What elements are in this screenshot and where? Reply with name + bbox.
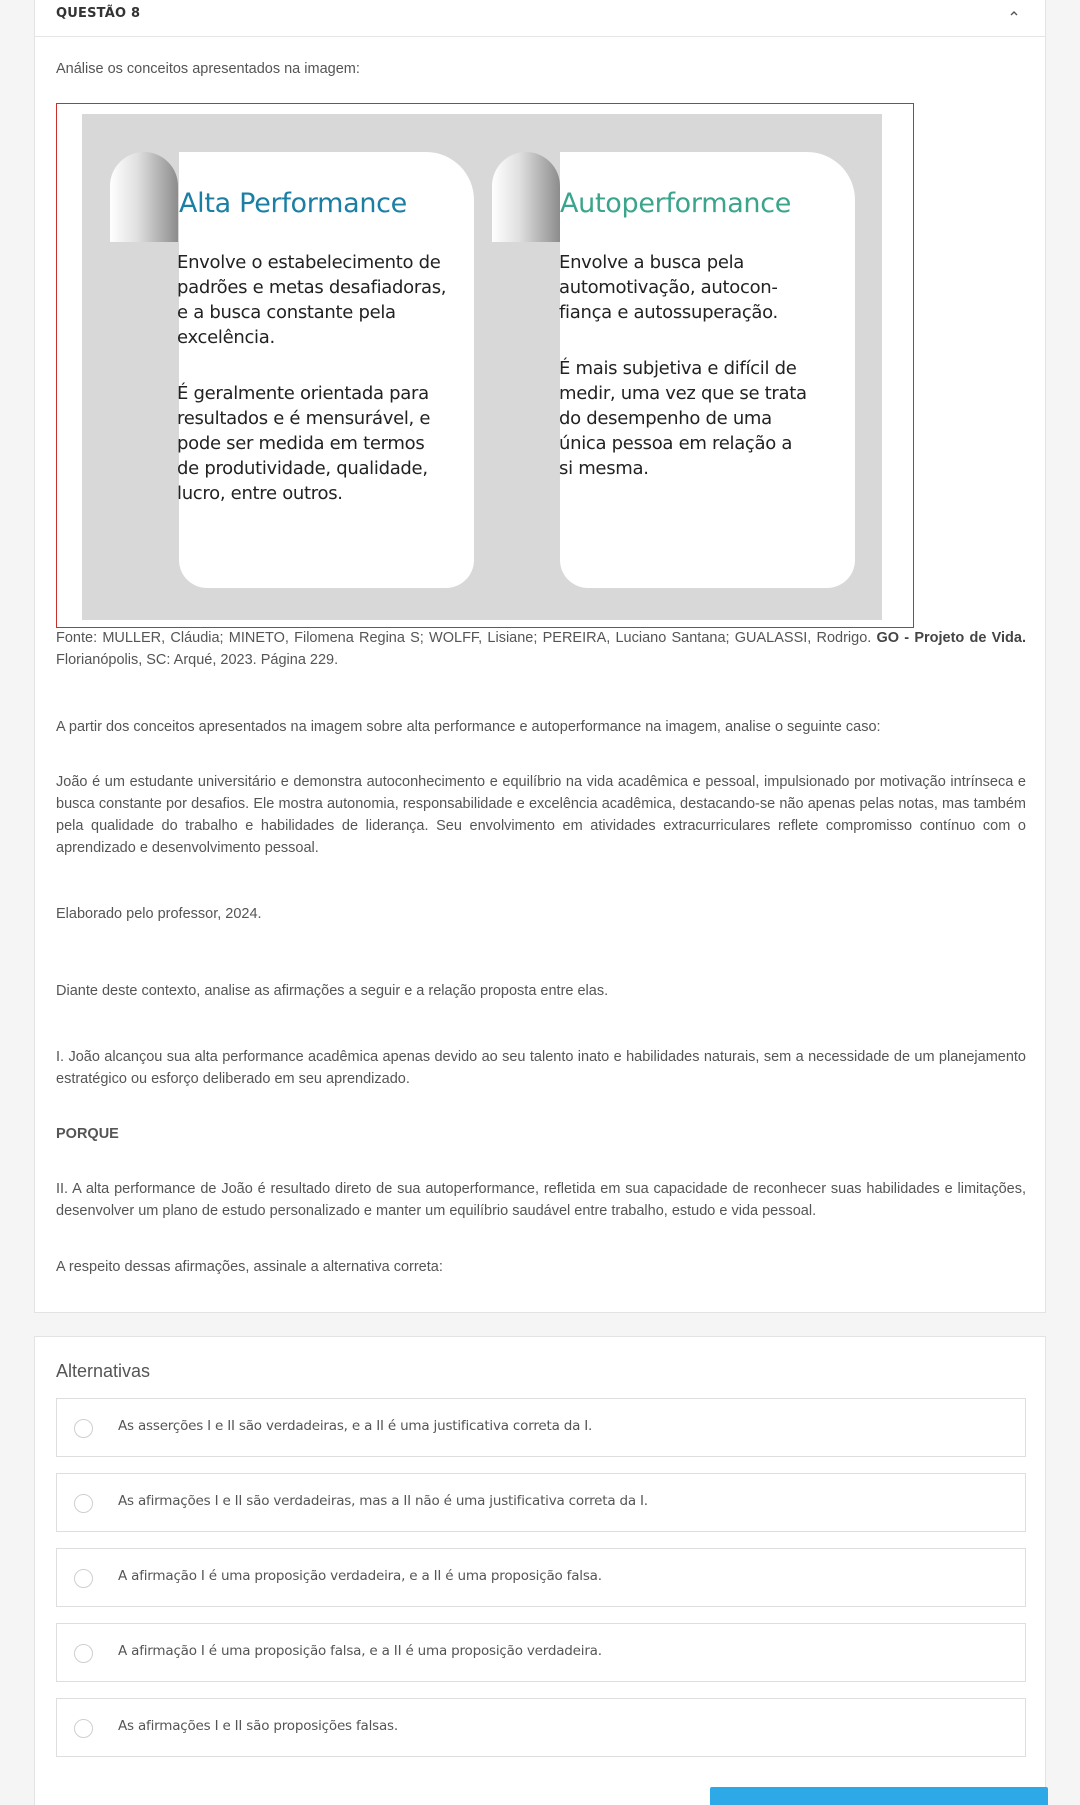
concepts-figure (56, 103, 914, 628)
alternative-label: A afirmação I é uma proposição falsa, e a II é uma proposição verdadeira. (118, 1643, 602, 1659)
case-intro: A partir dos conceitos apresentados na imagem sobre alta performance e autoperformance na imagem, analise o seguinte caso: (56, 719, 881, 735)
autoperformance-text-2: É mais subjetiva e difícil de medir, uma vez que se trata do desempenho de uma única pessoa em relação a si mesma. (559, 358, 807, 479)
figure-background (82, 114, 882, 620)
right-tab-decoration (492, 152, 560, 242)
alternative-label: As afirmações I e II são proposições falsas. (118, 1718, 398, 1734)
autoperformance-title: Autoperformance (560, 188, 792, 219)
source-bold: GO - Projeto de Vida. (876, 630, 1027, 646)
question-header[interactable] (35, 0, 1045, 37)
alternative-option-4[interactable] (56, 1623, 1026, 1682)
alta-performance-text-2: É geralmente orientada para resultados e é mensurável, e pode ser medida em termos de produtividade, qualidade, lucro, entre outros. (177, 383, 431, 504)
alternatives-card (34, 1336, 1046, 1805)
question-intro: Análise os conceitos apresentados na imagem: (56, 61, 360, 77)
question-title: QUESTÃO 8 (56, 6, 141, 21)
radio-button[interactable] (74, 1419, 93, 1438)
chevron-up-icon[interactable] (1007, 6, 1021, 20)
case-text: João é um estudante universitário e demonstra autoconhecimento e equilíbrio na vida acadêmica e pessoal, impulsionado por motivação intrínseca e busca constante por desafios. Ele mostra autonomia, responsabilidade e excelência acadêmica, destacando-se não apenas pelas notas, mas também pela qualidade do trabalho e habilidades de liderança. Seu envolvimento em atividades extracurriculares reflete compromisso contínuo com o aprendizado e desenvolvimento pessoal. (56, 774, 1026, 856)
alternative-label: A afirmação I é uma proposição verdadeira, e a II é uma proposição falsa. (118, 1568, 602, 1584)
author-note: Elaborado pelo professor, 2024. (56, 906, 262, 922)
radio-button[interactable] (74, 1644, 93, 1663)
alta-performance-text-1: Envolve o estabelecimento de padrões e metas desafiadoras, e a busca constante pela excelência. (177, 252, 447, 348)
radio-button[interactable] (74, 1569, 93, 1588)
figure-source (56, 627, 1026, 671)
alternative-option-2[interactable] (56, 1473, 1026, 1532)
radio-button[interactable] (74, 1494, 93, 1513)
question-card (34, 0, 1046, 1313)
context-text: Diante deste contexto, analise as afirmações a seguir e a relação proposta entre elas. (56, 983, 609, 999)
radio-button[interactable] (74, 1719, 93, 1738)
source-prefix: Fonte: MULLER, Cláudia; MINETO, Filomena Regina S; WOLFF, Lisiane; PEREIRA, Luciano Santana; GUALASSI, Rodrigo. (56, 630, 877, 646)
alternative-option-1[interactable] (56, 1398, 1026, 1457)
assertion-1: I. João alcançou sua alta performance acadêmica apenas devido ao seu talento inato e habilidades naturais, sem a necessidade de um planejamento estratégico ou esforço deliberado em seu aprendizado. (56, 1049, 1026, 1087)
left-tab-decoration (110, 152, 178, 242)
prompt-text: A respeito dessas afirmações, assinale a alternativa correta: (56, 1259, 443, 1275)
alternatives-title: Alternativas (56, 1361, 151, 1381)
submit-button[interactable] (710, 1787, 1048, 1805)
alternative-label: As asserções I e II são verdadeiras, e a II é uma justificativa correta da I. (118, 1418, 593, 1434)
alternative-label: As afirmações I e II são verdadeiras, mas a II não é uma justificativa correta da I. (118, 1493, 648, 1509)
source-suffix: Florianópolis, SC: Arqué, 2023. Página 229. (56, 652, 339, 668)
alternative-option-5[interactable] (56, 1698, 1026, 1757)
autoperformance-text-1: Envolve a busca pela automotivação, autocon-fiança e autossuperação. (559, 252, 778, 323)
alternative-option-3[interactable] (56, 1548, 1026, 1607)
alta-performance-title: Alta Performance (179, 188, 407, 219)
assertion-2: II. A alta performance de João é resultado direto de sua autoperformance, refletida em sua capacidade de reconhecer suas habilidades e limitações, desenvolver um plano de estudo personalizado e manter um equilíbrio saudável entre trabalho, estudo e vida pessoal. (56, 1181, 1026, 1219)
porque-label: PORQUE (56, 1126, 119, 1142)
